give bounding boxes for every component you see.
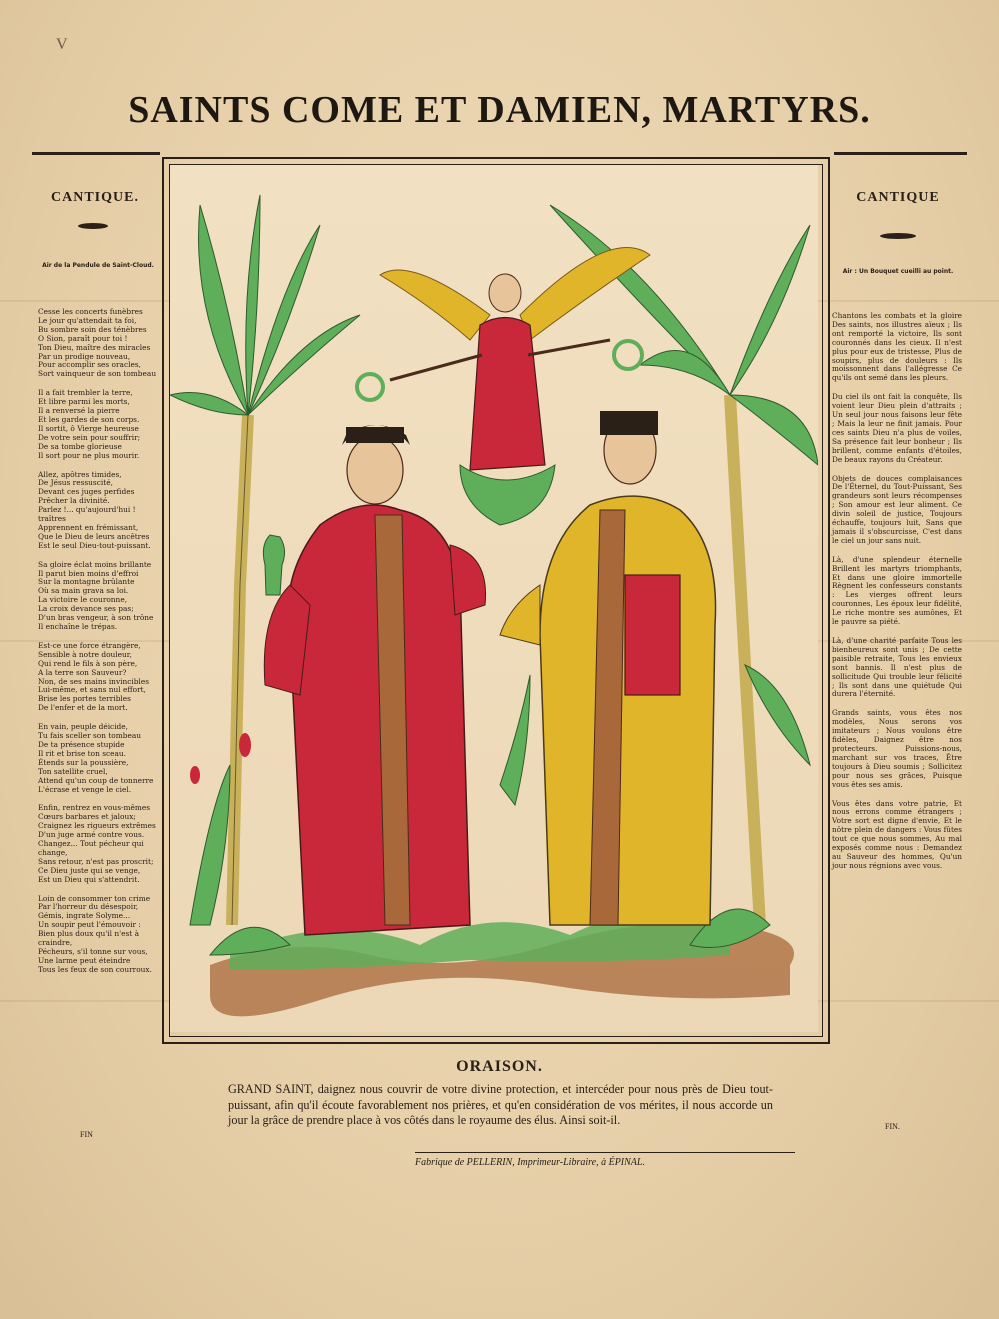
laurel-wreath (357, 374, 383, 400)
left-stanza: Est-ce une force étrangère, Sensible à notre douleur, Qui rend le fils à son père, A la terre son Sauveur? Non, de ses mains invincibles Lui-même, et sans nul effort, Brise les portes terribles De l'enfer et de la mort. (38, 640, 150, 713)
left-cantique-heading: CANTIQUE. (51, 190, 139, 205)
printer-imprint: Fabrique de PELLERIN, Imprimeur-Libraire, à ÉPINAL. (415, 1152, 795, 1168)
right-cantique-heading: CANTIQUE (856, 190, 940, 205)
title-rule-left (32, 152, 160, 155)
right-stanza: Objets de douces complaisances De l'Éternel, du Tout-Puissant, Ses grandeurs sont leurs récompenses ; Son amour est leur aliment. Ce divin soleil de justice, Toujours échauffe, toujours luit, Sans que jamais il s'obscurcisse, C'est dans le ciel un jour sans nuit. (832, 473, 962, 545)
saints-illustration (170, 165, 818, 1032)
illustration (170, 165, 818, 1032)
ornament-right (880, 233, 916, 239)
saint-cosmas (263, 425, 485, 935)
title-rule-right (834, 152, 967, 155)
left-stanzas (38, 308, 160, 985)
left-air-label: Air de la Pendule de Saint-Cloud. (42, 262, 154, 269)
oraison-text: GRAND SAINT, daignez nous couvrir de votre divine protection, et intercéder pour nous près de Dieu tout-puissant, afin qu'il écoute favorablement nos prières, et qu'en considération de vos mérites, il nous accorde un jour la grâce de prendre place à vos côtés dans le royaume des élus. Ainsi soit-il. (228, 1082, 773, 1127)
left-palm-fronds (170, 195, 360, 415)
left-stanza: Loin de consommer ton crime Par l'horreur du désespoir, Gémis, ingrate Solyme... Un soupir peut l'émouvoir : Bien plus doux qu'il n'est à craindre, Pécheurs, s'il tonne sur vous, Une larme peut éteindre Tous les feux de son courroux. (38, 893, 152, 974)
right-stanza: Chantons les combats et la gloire Des saints, nos illustres aïeux ; Ils ont remporté la victoire, Ils sont couronnés dans les cieux. Il n'est plus pour eux de tristesse, Plus de soupirs, plus de douleurs : Ils moissonnent dans l'allégresse Ce qu'ils ont semé dans les pleurs. (832, 311, 962, 383)
left-stanza: Il a fait trembler la terre, Et libre parmi les morts, Il a renversé la pierre Et les gardes de son corps. Il sortit, ô Vierge heureuse De votre sein pour souffrir; De sa tombe glorieuse Il sort pour ne plus mourir. (38, 388, 141, 460)
left-stanza: Sa gloire éclat moins brillante Il parut bien moins d'effroi Sur la montagne brûlante Où sa main grava sa loi. La victoire le couronne, La croix devance ses pas; D'un bras vengeur, à son trône Il enchaîne le trépas. (38, 559, 154, 631)
left-stanza: Cesse les concerts funèbres Le jour qu'attendait ta foi, Bu sombre soin des ténèbres O Sion, paraît pour toi ! Ton Dieu, maître des miracles Par un prodige nouveau, Pour accomplir ses oracles, Sort vainqueur de son tombeau (38, 307, 157, 379)
left-fin: FIN (80, 1130, 93, 1139)
left-bamboo-trunk (232, 415, 248, 925)
right-stanza: Là, d'une charité parfaite Tous les bienheureux sont unis ; De cette paisible retraite, Tous les envieux sont bannis. Il n'est plus de sollicitude Qui trouble leur félicité ; Ils sont dans une quiétude Qui durera l'éternité. (832, 636, 962, 699)
green-flask (263, 535, 284, 595)
red-book (625, 575, 680, 695)
right-stanza: Grands saints, vous êtes nos modèles, Nous serons vos imitateurs ; Nous voulons être fidèles, Daignez être nos protecteurs. Puissions-nous, marchant sur vos traces, Être toujours à Dieu soumis ; Sollicitez pour nous ses grâces, Puisque vous êtes ses amis. (832, 708, 962, 789)
ornament-left (78, 223, 108, 229)
right-stanza: Du ciel ils ont fait la conquête, Ils voient leur Dieu plein d'attraits ; Un seul jour nous faisons leur fête ; Mais la leur ne finit jamais. Pour ces saints Dieu n'a plus de voiles, Sa présence fait leur bonheur ; Ils brillent, comme enfants d'étoiles, De beaux rayons du Créateur. (832, 392, 962, 464)
red-bud (239, 733, 251, 757)
right-stanza: Là, d'une splendeur éternelle Brillent les martyrs triomphants, Et dans une gloire immortelle Règnent les confesseurs constants : Les vierges offrent leurs couronnes, Les époux leur fidélité, Le riche montre ses aumônes, Et le pauvre sa piété. (832, 554, 962, 627)
pencil-mark: V (56, 36, 68, 53)
right-bamboo-trunk (730, 395, 760, 925)
right-fin: FIN. (885, 1122, 900, 1131)
red-bud (190, 766, 200, 784)
right-air-label: Air : Un Bouquet cueilli au point. (842, 268, 954, 275)
right-stanzas (832, 312, 962, 881)
left-stanza: En vain, peuple déicide, Tu fais sceller son tombeau De ta présence stupide Il rit et brise ton sceau. Étends sur la poussière, Ton satellite cruel, Attend qu'un coup de tonnerre L'écrase et venge le ciel. (38, 722, 154, 794)
laurel-wreath (614, 341, 642, 369)
right-stanza: Vous êtes dans votre patrie, Et nous errons comme étrangers ; Votre sort est digne d'envie, Et le nôtre plein de dangers : Vous fûtes tout ce que nous sommes, Au mal exposés comme nous : Demandez au Sauveur des hommes, Qu'un jour nous régnions avec vous. (832, 798, 962, 870)
oraison-heading: ORAISON. (456, 1058, 543, 1075)
left-stanza: Enfin, rentrez en vous-mêmes Cœurs barbares et jaloux; Craignez les rigueurs extrêmes D'un juge armé contre vous. Changez... Tout pécheur qui change, Sans retour, n'est pas proscrit; Ce Dieu juste qui se venge, Est un Dieu qui s'attendrit. (38, 803, 156, 884)
page-title: SAINTS COME ET DAMIEN, MARTYRS. (128, 89, 871, 131)
left-stanza: Allez, apôtres timides, De Jésus ressuscité, Devant ces juges perfides Prêcher la divinité. Parlez !... qu'aujourd'hui ! traîtres Apprennent en frémissant, Que le Dieu de leurs ancêtres Est le seul Dieu-tout-puissant. (38, 469, 151, 550)
